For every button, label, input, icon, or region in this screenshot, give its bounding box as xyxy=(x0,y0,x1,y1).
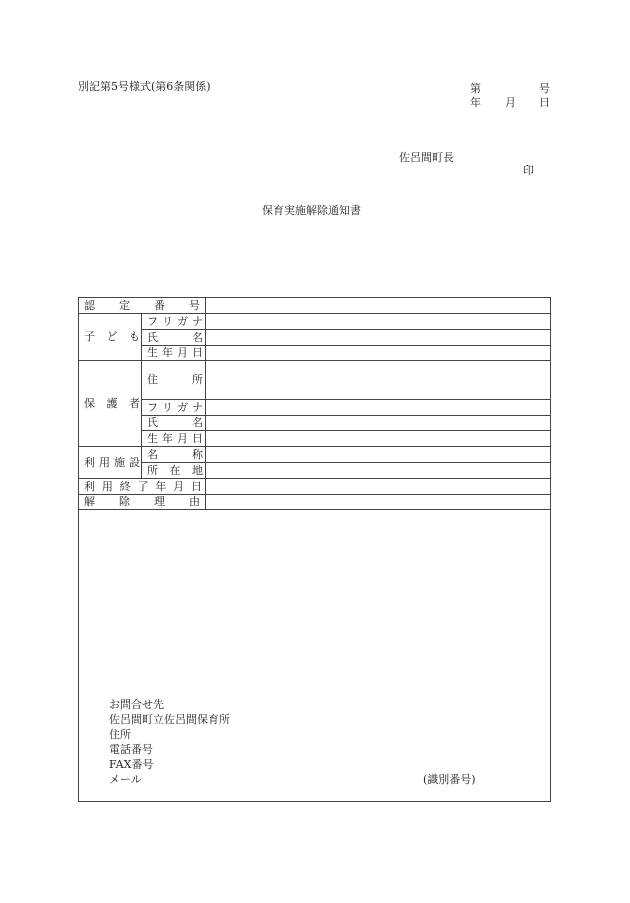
label-cert-number: 認 定 番 号 xyxy=(84,299,200,312)
label-facility: 利 用 施 設 xyxy=(84,455,140,469)
date-day: 日 xyxy=(539,96,550,109)
label-guardian-address: 住 所 xyxy=(147,373,203,386)
label-facility-location: 所 在 地 xyxy=(147,463,203,477)
seal-mark: 印 xyxy=(523,164,534,177)
date-month: 月 xyxy=(505,96,516,109)
number-prefix: 第 xyxy=(470,82,481,95)
label-child-name: 氏 名 xyxy=(147,330,203,344)
form-reference: 別記第5号様式(第6条関係) xyxy=(78,80,211,93)
contact-heading: お問合せ先 xyxy=(109,698,164,711)
contact-fax: FAX番号 xyxy=(109,758,154,771)
label-child-birthdate: 生 年 月 日 xyxy=(147,346,203,359)
contact-email: メール xyxy=(109,773,142,786)
contact-address: 住所 xyxy=(109,728,131,741)
id-number: (識別番号) xyxy=(423,773,476,786)
label-reason: 解 除 理 由 xyxy=(84,495,200,508)
document-title: 保育実施解除通知書 xyxy=(262,204,361,217)
label-guardian-furigana: フ リ ガ ナ xyxy=(147,400,203,414)
label-guardian-name: 氏 名 xyxy=(147,416,203,429)
label-child-furigana: フ リ ガ ナ xyxy=(147,314,203,328)
contact-phone: 電話番号 xyxy=(109,743,153,756)
issuer: 佐呂間町長 xyxy=(399,151,454,164)
number-suffix: 号 xyxy=(539,82,550,95)
label-guardian: 保 護 者 xyxy=(84,396,140,410)
date-year: 年 xyxy=(470,96,481,109)
label-guardian-birthdate: 生 年 月 日 xyxy=(147,431,203,445)
label-end-date: 利 用 終 了 年 月 日 xyxy=(84,479,202,493)
contact-org: 佐呂間町立佐呂間保育所 xyxy=(109,713,230,726)
label-child: 子 ど も xyxy=(84,330,140,343)
label-facility-name: 名 称 xyxy=(147,447,203,461)
